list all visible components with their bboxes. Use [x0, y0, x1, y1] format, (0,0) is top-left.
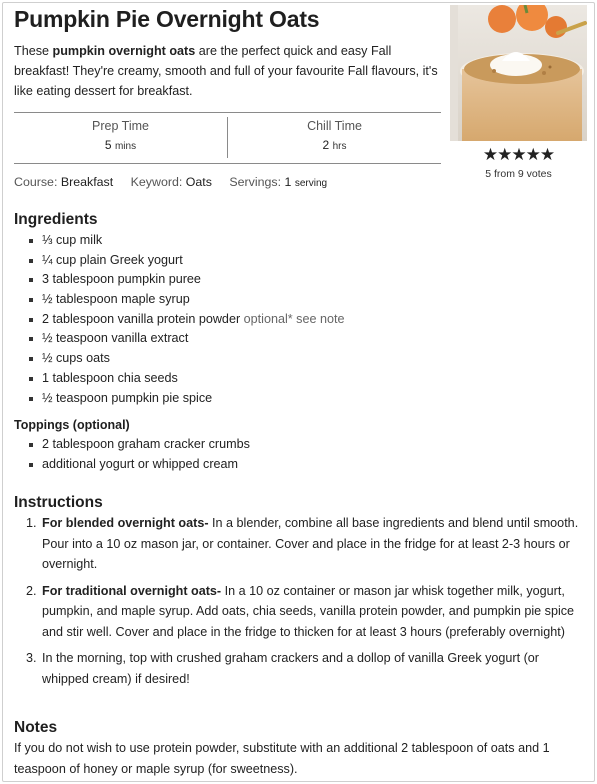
step-text: In a blender, combine all base ingredients and blend until smooth. Pour into a 10 oz mason jar, or container. Cover and place in the fridge for at least 2-3 hours or overnight. — [42, 516, 579, 571]
prep-time-number: 5 — [104, 138, 112, 152]
ingredient-note: optional* see note — [243, 311, 345, 326]
chill-time-label: Chill Time — [307, 119, 362, 133]
ingredient-item: ½ cups oats — [28, 349, 344, 369]
rating-votes: 5 from 9 votes — [485, 168, 552, 180]
step-text: In the morning, top with crushed graham crackers and a dollop of vanilla Greek yogurt (or whipped cream) if desired! — [42, 651, 540, 686]
topping-item: additional yogurt or whipped cream — [28, 455, 250, 475]
prep-time-label: Prep Time — [92, 119, 149, 133]
course-label: Course: — [14, 175, 58, 189]
ingredients-list — [28, 231, 344, 408]
prep-time-value — [14, 138, 227, 152]
recipe-times — [14, 112, 441, 164]
servings-value[interactable]: 1 — [284, 175, 292, 189]
topping-item: 2 tablespoon graham cracker crumbs — [28, 435, 250, 455]
step-title: For traditional overnight oats- — [42, 583, 222, 598]
prep-time-unit: mins — [114, 141, 137, 152]
step-text: In a 10 oz container or mason jar whisk together milk, yogurt, pumpkin, and maple syrup. Add oats, chia seeds, vanilla protein powder, and pumpkin pie spice and stir well. Cover and place in the fridge to thicken for at least 3 hours (preferably overnight) — [42, 583, 575, 639]
prep-time — [14, 113, 227, 163]
summary-text-bold: pumpkin overnight oats — [52, 44, 196, 58]
ingredient-item: 3 tablespoon pumpkin puree — [28, 270, 344, 290]
recipe-photo[interactable] — [450, 5, 587, 141]
ingredient-item: ½ teaspoon vanilla extract — [28, 329, 344, 349]
step-number: 1. — [26, 516, 37, 530]
ingredient-item: ¼ cup plain Greek yogurt — [28, 251, 344, 271]
notes-heading: Notes — [14, 719, 58, 736]
chill-time-unit: hrs — [332, 141, 347, 152]
instructions-list — [26, 513, 584, 695]
instruction-step — [26, 513, 584, 575]
notes-text: If you do not wish to use protein powder, substitute with an additional 2 tablespoon of oats and 1 teaspoon of honey or maple syrup (for sweetness). — [14, 741, 550, 776]
ingredient-item: ½ tablespoon maple syrup — [28, 290, 344, 310]
chill-time-number: 2 — [322, 138, 330, 152]
ingredient-item: 2 tablespoon vanilla protein powder optional* see note — [28, 310, 344, 330]
servings-label: Servings: — [229, 175, 282, 189]
ingredient-item: ⅓ cup milk — [28, 231, 344, 251]
star-rating-icon[interactable]: ★★★★★ — [482, 145, 555, 165]
summary-text-pre: These — [14, 44, 53, 58]
recipe-title: Pumpkin Pie Overnight Oats — [14, 6, 320, 32]
course-value: Breakfast — [60, 175, 114, 189]
ingredient-item: ½ teaspoon pumpkin pie spice — [28, 389, 344, 409]
instructions-heading: Instructions — [14, 494, 103, 511]
recipe-meta — [14, 175, 327, 189]
instruction-step — [26, 581, 584, 643]
step-number: 3. — [26, 651, 37, 665]
step-number: 2. — [26, 583, 37, 598]
toppings-list — [28, 435, 250, 474]
ingredients-heading: Ingredients — [14, 211, 98, 228]
servings-unit: serving — [294, 178, 328, 189]
recipe-summary — [14, 41, 442, 101]
keyword-value: Oats — [185, 175, 212, 189]
overnight-oats-image — [450, 5, 587, 141]
keyword-label: Keyword: — [130, 175, 183, 189]
chill-time — [227, 117, 441, 158]
summary-text-post: are the perfect quick and easy Fall breakfast! They're creamy, smooth and full of your favourite Fall flavours, it's like eating dessert for breakfast. — [14, 44, 438, 98]
recipe-rating[interactable] — [450, 146, 587, 180]
ingredient-item: 1 tablespoon chia seeds — [28, 369, 344, 389]
chill-time-value — [228, 138, 441, 152]
step-title: For blended overnight oats- — [42, 516, 209, 530]
instruction-step — [26, 648, 584, 689]
toppings-heading: Toppings (optional) — [14, 418, 130, 432]
